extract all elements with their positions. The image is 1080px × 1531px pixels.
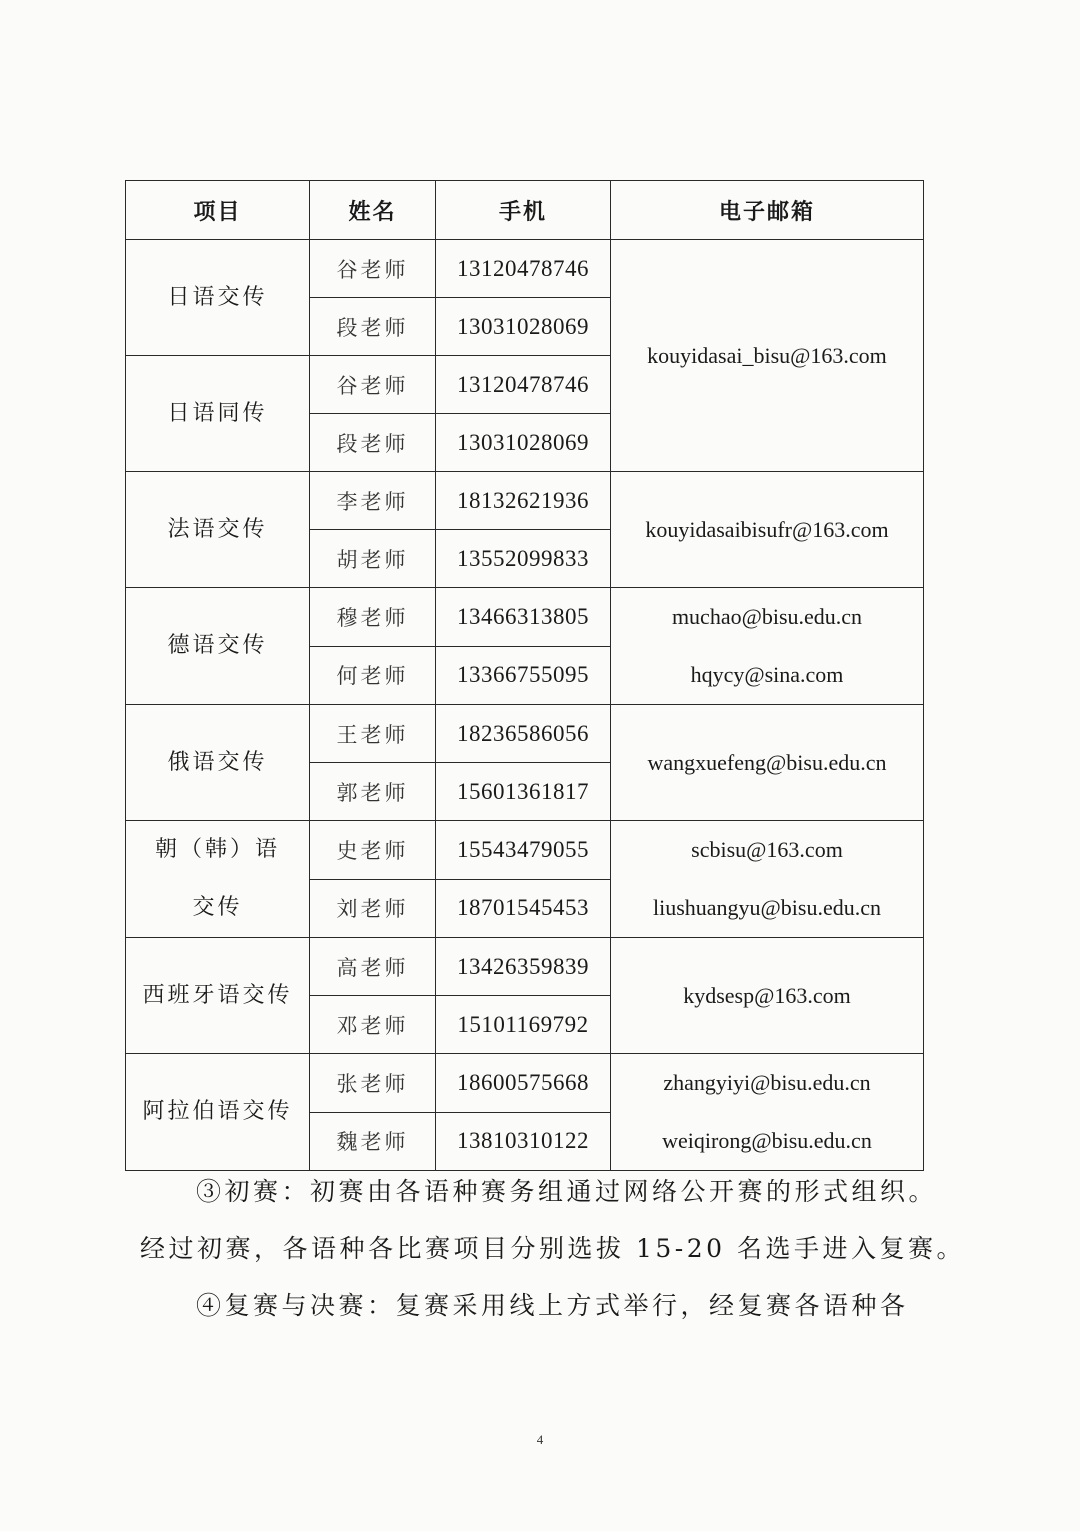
project-cell-german: 德语交传 bbox=[126, 588, 310, 705]
contact-name: 段老师 bbox=[310, 298, 436, 356]
email-cell-german bbox=[611, 588, 924, 705]
contact-phone: 13466313805 bbox=[436, 588, 611, 647]
contact-phone: 13031028069 bbox=[436, 414, 611, 472]
email-address: zhangyiyi@bisu.edu.cn bbox=[663, 1070, 871, 1095]
project-cell-arabic: 阿拉伯语交传 bbox=[126, 1054, 310, 1171]
contact-phone: 15601361817 bbox=[436, 763, 611, 821]
contact-phone: 13120478746 bbox=[436, 240, 611, 298]
contact-name: 胡老师 bbox=[310, 530, 436, 588]
project-cell-japanese-simultaneous: 日语同传 bbox=[126, 356, 310, 472]
contact-name: 谷老师 bbox=[310, 240, 436, 298]
email-cell-spanish bbox=[611, 938, 924, 1054]
project-cell-french: 法语交传 bbox=[126, 472, 310, 588]
email-address: muchao@bisu.edu.cn bbox=[671, 604, 863, 629]
project-cell-russian: 俄语交传 bbox=[126, 705, 310, 821]
table-header-row bbox=[126, 181, 924, 240]
table-row bbox=[126, 821, 924, 880]
table-row bbox=[126, 705, 924, 763]
table-row bbox=[126, 472, 924, 530]
contact-name: 魏老师 bbox=[310, 1112, 436, 1171]
contact-name: 郭老师 bbox=[310, 763, 436, 821]
table-row bbox=[126, 240, 924, 298]
paragraph-preliminary-continued: 经过初赛，各语种各比赛项目分别选拔 15-20 名选手进入复赛。 bbox=[140, 1234, 965, 1263]
paragraph-preliminary: ③初赛：初赛由各语种赛务组通过网络公开赛的形式组织。 bbox=[196, 1177, 938, 1206]
email-address: wangxuefeng@bisu.edu.cn bbox=[647, 749, 887, 775]
contact-phone: 13552099833 bbox=[436, 530, 611, 588]
table-row bbox=[126, 938, 924, 996]
contact-phone: 18701545453 bbox=[436, 879, 611, 938]
project-cell-korean bbox=[126, 821, 310, 938]
contact-phone: 18600575668 bbox=[436, 1054, 611, 1113]
contact-phone: 18132621936 bbox=[436, 472, 611, 530]
table-row bbox=[126, 1054, 924, 1113]
header-project: 项目 bbox=[126, 181, 310, 240]
project-cell-japanese-consecutive: 日语交传 bbox=[126, 240, 310, 356]
contact-name: 何老师 bbox=[310, 646, 436, 705]
contact-phone: 15101169792 bbox=[436, 996, 611, 1054]
contact-table bbox=[125, 180, 924, 1171]
header-email: 电子邮箱 bbox=[611, 181, 924, 240]
email-address: hqycy@sina.com bbox=[690, 662, 844, 687]
email-cell-arabic bbox=[611, 1054, 924, 1171]
header-name: 姓名 bbox=[310, 181, 436, 240]
project-label-line: 朝（韩）语 bbox=[154, 837, 280, 862]
email-address: scbisu@163.com bbox=[691, 837, 843, 862]
email-address: kydsesp@163.com bbox=[683, 982, 851, 1008]
contact-name: 史老师 bbox=[310, 821, 436, 880]
contact-name: 谷老师 bbox=[310, 356, 436, 414]
contact-name: 穆老师 bbox=[310, 588, 436, 647]
table-row bbox=[126, 588, 924, 647]
contact-phone: 13810310122 bbox=[436, 1112, 611, 1171]
contact-name: 段老师 bbox=[310, 414, 436, 472]
header-phone: 手机 bbox=[436, 181, 611, 240]
contact-name: 王老师 bbox=[310, 705, 436, 763]
page-number: 4 bbox=[536, 1432, 544, 1447]
contact-name: 邓老师 bbox=[310, 996, 436, 1054]
contact-phone: 13366755095 bbox=[436, 646, 611, 705]
email-cell-french bbox=[611, 472, 924, 588]
contact-phone: 13426359839 bbox=[436, 938, 611, 996]
contact-phone: 18236586056 bbox=[436, 705, 611, 763]
contact-name: 李老师 bbox=[310, 472, 436, 530]
email-address: kouyidasaibisufr@163.com bbox=[645, 516, 889, 542]
contact-name: 高老师 bbox=[310, 938, 436, 996]
contact-phone: 13120478746 bbox=[436, 356, 611, 414]
email-address: weiqirong@bisu.edu.cn bbox=[662, 1128, 872, 1153]
contact-name: 张老师 bbox=[310, 1054, 436, 1113]
email-cell-japanese bbox=[611, 240, 924, 472]
email-address: kouyidasai_bisu@163.com bbox=[647, 342, 887, 368]
contact-name: 刘老师 bbox=[310, 879, 436, 938]
email-address: liushuangyu@bisu.edu.cn bbox=[652, 895, 881, 920]
paragraph-semifinal: ④复赛与决赛：复赛采用线上方式举行，经复赛各语种各 bbox=[196, 1291, 909, 1320]
contact-phone: 15543479055 bbox=[436, 821, 611, 880]
project-label-line: 交传 bbox=[192, 895, 243, 920]
email-cell-korean bbox=[611, 821, 924, 938]
contact-phone: 13031028069 bbox=[436, 298, 611, 356]
email-cell-russian bbox=[611, 705, 924, 821]
project-cell-spanish: 西班牙语交传 bbox=[126, 938, 310, 1054]
